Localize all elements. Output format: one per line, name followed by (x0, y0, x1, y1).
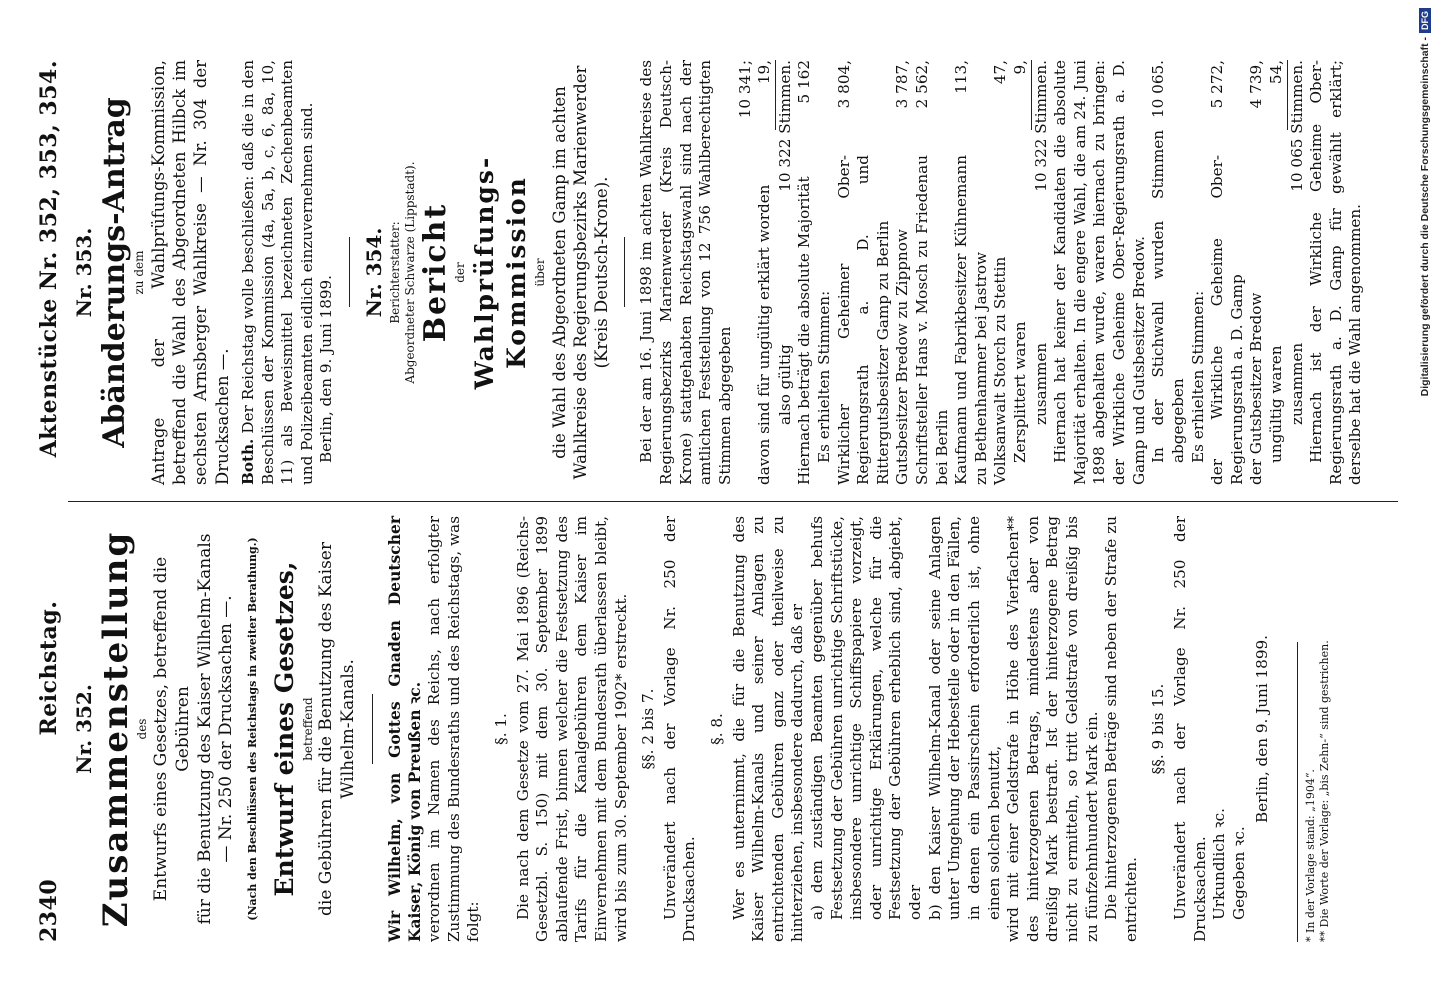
title-bericht: Bericht (417, 202, 453, 343)
s8-penalty: wird mit einer Geldstrafe in Höhe des Vierfachen** des hinterzogenen Betrags, mindestens aber von dreißig Mark bestraft. Ist der hinterzogene Betrag nicht zu ermitteln, so tritt Geldstrafe von dreißig bis zu fünfzehnhundert Mark ein. (1004, 516, 1101, 942)
berichterstatter-name: Abgeordneter Schwarze (Lippstadt). (403, 161, 418, 384)
subtitle-line-1: Entwurfs eines Gesetzes, betreffend die Gebühren (150, 556, 193, 902)
stichwahl-votes: 54, (1267, 60, 1288, 130)
stage-note: (Nach den Beschlüssen des Reichstags in zweiter Berathung.) (246, 537, 260, 921)
subtitle-line-2: für die Benutzung des Kaiser Wilhelm-Kanals (194, 533, 215, 925)
left-column (68, 501, 1398, 942)
footnote-rule (1297, 642, 1298, 942)
erhielten-label: Es erhielten Stimmen: (814, 290, 833, 463)
candidate-row (952, 60, 991, 485)
s8-text: Wer es unternimmt, die für die Benutzung des Kaiser Wilhelm-Kanals und seiner Anlagen zu entrichtenden Gebühren ganz oder theilweise zu hinterziehen, insbesondere dadurch, daß er (729, 516, 807, 942)
stichwahl-votes: 4 739, (1247, 60, 1266, 109)
stichwahl-row (1247, 60, 1267, 485)
candidate-votes: 2 562, (912, 60, 931, 109)
divider (372, 694, 373, 764)
right-column (68, 60, 1398, 501)
both-text: Der Reichstag wolle beschließen: daß die in den Beschlüssen der Kommission (4a, 5a, b, c, 6, 8a, 10, 11) als Beweismittel bezeichneten Zechenbeamten und Polizeibeamten eidlich einzuvernehmen sind. (238, 59, 316, 485)
zu-dem-label: zu dem (132, 250, 147, 295)
s8-repay: Die hinterzogenen Beträge sind neben der Strafe zu entrichten. (1102, 516, 1140, 942)
stichwahl-votes: 5 272, (1208, 60, 1227, 109)
divider (349, 238, 350, 308)
nr-352: Nr. 352. (72, 684, 96, 774)
antrag-text: Antrage der Wahlprüfungs-Kommission, betreffend die Wahl des Abgeordneten Hilbck im sechsten Arnsberger Wahlkreise — Nr. 304 der Drucksachen —. (148, 60, 232, 485)
section-title: Aktenstücke Nr. 352, 353, 354. (36, 60, 62, 458)
nr-354: Nr. 354. (361, 227, 386, 318)
candidate-row (893, 60, 913, 485)
s1-head: §. 1. (491, 713, 510, 745)
value-stichwahl: 10 065. (1149, 60, 1168, 118)
entwurf-sub-2: Wilhelm-Kanals. (338, 659, 359, 799)
row-ungueltig (755, 60, 776, 485)
title-abaenderungs-antrag: Abänderungs-Antrag (96, 97, 132, 448)
row-abgegeben (736, 60, 756, 485)
value-gueltig: 10 322 Stimmen. (775, 60, 794, 192)
value-zusammen-2: 10 065 Stimmen. (1287, 60, 1306, 192)
label-majoritaet: Hiernach beträgt die absolute Majorität (795, 176, 814, 485)
candidate-votes: 3 787, (893, 60, 912, 109)
stichwahl-name: der Gutsbesitzer Bredow (1247, 292, 1266, 485)
page-header (36, 60, 68, 942)
candidate-row (835, 60, 894, 485)
stichwahl-row (1208, 60, 1247, 485)
page-number: 2340 (36, 878, 62, 942)
nr-353: Nr. 353. (72, 227, 96, 318)
entwurf-title: Entwurf eines Gesetzes, (269, 561, 299, 897)
candidate-row (913, 60, 952, 485)
candidate-row (1011, 60, 1032, 485)
footnote-2: ** Die Worte der Vorlage: „bis Zehn-“ sind gestrichen. (1318, 640, 1332, 942)
s2-head: §§. 2 bis 7. (639, 688, 658, 770)
des-label: des (135, 718, 150, 740)
candidate-votes: 9, (1011, 60, 1032, 130)
urkundlich: Urkundlich ꝛc. (1210, 808, 1229, 920)
ueber-label: über (533, 258, 548, 287)
der-label: der (453, 262, 468, 283)
s8-item-b: b) den Kaiser Wilhelm-Kanal oder seine Anlagen unter Umgehung der Hebestelle oder in den Fällen, in denen ein Passirschein erforderlich ist, ohne einen solchen benutzt, (925, 516, 1003, 920)
title-kommission: Wahlprüfungs-Kommission (469, 155, 531, 390)
footnote-1: * In der Vorlage stand: „1904“. (1304, 769, 1318, 942)
s2-text: Unverändert nach der Vorlage Nr. 250 der Drucksachen. (660, 516, 699, 942)
stichwahl-row (1267, 60, 1288, 485)
para-1: Bei der am 16. Juni 1898 im achten Wahlkreise des Regierungsbezirks Marienwerder (Kreis Deutsch-Krone) stattgehabten Reichstagswahl sind nach der amtlichen Feststellung von 12 756 Wahlberechtigten Stimmen abgegeben (637, 60, 734, 485)
s8-item-a: a) dem zuständigen Beamten gegenüber behufs Festsetzung der Gebühren unrichtige Schriftstücke, insbesondere unrichtige Schiffspapiere vorzeigt, oder unrichtige Erklärungen, welche für die Festsetzung der Gebühren erheblich sind, abgiebt, oder (808, 516, 925, 920)
s9-text: Unverändert nach der Vorlage Nr. 250 der Drucksachen. (1171, 516, 1209, 942)
row-stichwahl (1149, 60, 1188, 485)
row-gueltig (776, 60, 796, 485)
wahl-text: die Wahl des Abgeordneten Gamp im achten Wahlkreise des Regierungsbezirks Marienwerder (Kreis Deutsch-Krone). (549, 65, 612, 480)
candidate-name: Gutsbesitzer Bredow zu Zippnow (893, 229, 912, 485)
both-label: Both. (238, 438, 257, 485)
candidate-votes: 113, (952, 60, 971, 94)
candidate-name: Kaufmann und Fabrikbesitzer Kühnemann zu Bethenhammer bei Jastrow (952, 155, 990, 485)
label-zusammen-2: zusammen (1287, 342, 1306, 425)
stichwahl-name: ungültig waren (1266, 345, 1285, 463)
candidate-name: Zersplittert waren (1011, 321, 1030, 463)
digitization-note (1416, 0, 1434, 1000)
gegeben: Gegeben ꝛc. (1229, 826, 1248, 920)
label-gueltig: also gültig (775, 344, 794, 425)
candidate-name: Wirklicher Geheimer Ober-Regierungsrath a. D. und Rittergutsbesitzer Gamp zu Berlin (834, 155, 892, 485)
row-majoritaet (795, 60, 815, 485)
s1-text: Die nach dem Gesetze vom 27. Mai 1896 (Reichs-Gesetzbl. S. 150) mit dem 30. September 1899 ablaufende Frist, binnen welcher die Festsetzung des Tarifs für die Kanalgebühren dem Kaiser im Einvernehmen mit dem Bundesrath überlassen bleibt, wird bis zum 30. September 1902* erstreckt. (513, 516, 630, 942)
label-zusammen: zusammen (1031, 342, 1050, 425)
value-ungueltig: 19, (755, 60, 776, 130)
label-ungueltig: davon sind für ungültig erklärt worden (755, 184, 774, 485)
candidate-name: Volksanwalt Storch zu Stettin (991, 256, 1010, 485)
candidate-name: Schriftsteller Hans v. Mosch zu Friedenau bei Berlin (912, 155, 951, 485)
digitization-text: Digitalisierung gefördert durch die Deutsche Forschungsgemeinschaft - (1419, 37, 1431, 397)
berlin-date-353: Berlin, den 9. Juni 1899. (317, 274, 336, 463)
berichterstatter-label: Berichterstatter: (387, 221, 402, 324)
berlin-date-352: Berlin, den 9. Juni 1899. (1253, 635, 1272, 824)
candidate-row (991, 60, 1011, 485)
erhielten-label-2: Es erhielten Stimmen: (1188, 290, 1207, 463)
candidate-votes: 47, (991, 60, 1010, 85)
s8-head: §. 8. (707, 713, 726, 745)
value-majoritaet: 5 162 (795, 60, 814, 104)
row-zusammen-2 (1288, 60, 1308, 485)
para-2: Hiernach hat keiner der Kandidaten die absolute Majorität erhalten. In die engere Wahl, die am 24. Juni 1898 abgehalten wurde, waren hiernach zu bringen: der Wirkliche Geheime Ober-Regierungsrath a. D. Gamp und Gutsbesitzer Bredow. (1051, 60, 1148, 485)
label-stichwahl: In der Stichwahl wurden Stimmen abgegeben (1149, 130, 1187, 463)
betreffend-label: betreffend (300, 697, 315, 761)
divider (624, 238, 625, 308)
value-zusammen: 10 322 Stimmen. (1031, 60, 1050, 192)
row-zusammen (1032, 60, 1052, 485)
institution: Reichstag. (36, 600, 62, 736)
stichwahl-name: der Wirkliche Geheime Ober-Regierungsrath a. D. Gamp (1208, 155, 1246, 485)
value-abgegeben: 10 341; (735, 60, 754, 119)
candidate-votes: 3 804, (834, 60, 853, 109)
subtitle-line-3: — Nr. 250 der Drucksachen —. (216, 595, 237, 863)
para-3: Hiernach ist der Wirkliche Geheime Ober-Regierungsrath a. D. Gamp für gewählt erklärt; derselbe hat die Wahl angenommen. (1307, 60, 1365, 485)
dfg-logo: DFG (1419, 8, 1431, 33)
title-zusammenstellung: Zusammenstellung (95, 530, 136, 928)
s9-head: §§. 9 bis 15. (1149, 683, 1168, 775)
columns (68, 60, 1398, 942)
preamble-2: verordnen im Namen des Reichs, nach erfolgter Zustimmung des Bundesraths und des Reichstags, was folgt: (425, 516, 483, 942)
preamble-1: Wir Wilhelm, von Gottes Gnaden Deutscher Kaiser, König von Preußen ꝛc. (385, 516, 425, 942)
entwurf-sub-1: die Gebühren für die Benutzung des Kaiser (316, 542, 337, 916)
